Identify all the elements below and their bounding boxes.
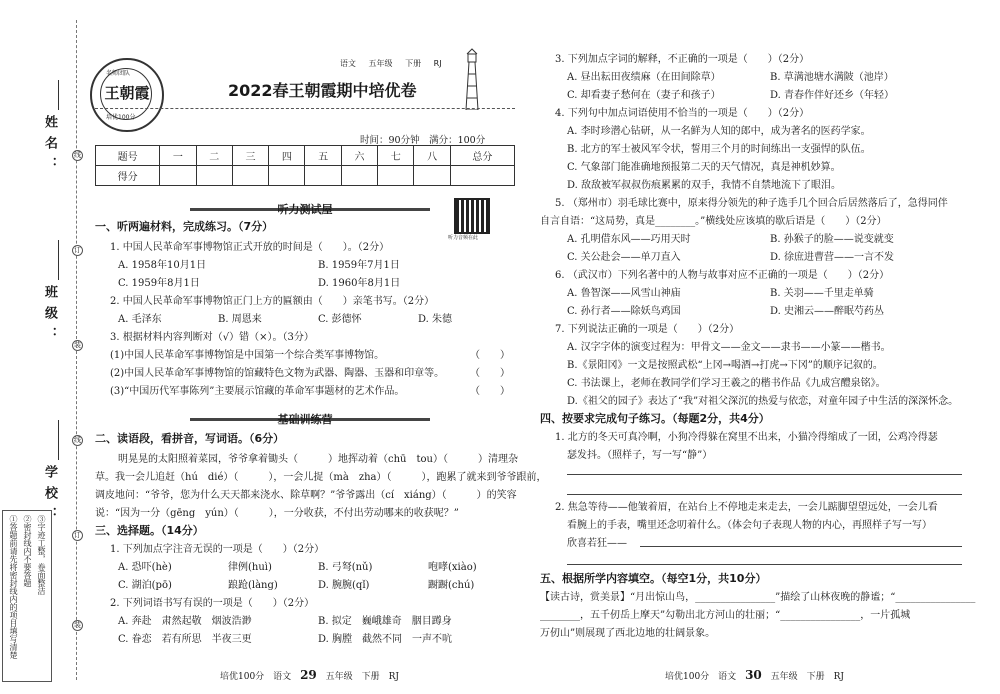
cut-marker: 线 [74, 436, 81, 444]
question-text: 瑟发抖。（照样子，写一写“静”） [567, 450, 713, 461]
option[interactable]: D. 敌敌被军叔叔伤痕累累的双手，我情不自禁地流下了眼泪。 [567, 180, 842, 191]
meta-volume: 下册 [405, 59, 422, 68]
school-label: 学校： [42, 465, 57, 528]
score-table-score-row [96, 166, 515, 186]
score-input[interactable] [232, 166, 268, 186]
option[interactable]: B. 关羽——千里走单骑 [770, 288, 874, 299]
banner-label: 基础训练营 [277, 413, 333, 426]
meta-subject: 语文 [340, 59, 356, 68]
question-text: 3. 根据材料内容判断对（√）错（×）。（3分） [110, 332, 314, 343]
score-cell: 七 [378, 146, 414, 166]
option[interactable]: 踉跄(làng) [228, 580, 278, 591]
answer-paren[interactable]: （ ） [470, 350, 510, 361]
section-heading: 五、根据所学内容填空。（每空1分，共10分） [540, 572, 767, 585]
option[interactable]: D. 1960年8月1日 [318, 278, 401, 289]
exam-notes-box [2, 510, 52, 682]
passage-line: 说：“因为一分（gēng yún）（ ），一分收获，不付出劳动哪来的收获呢？” [95, 508, 459, 519]
option[interactable]: C. 眷恋 若有所思 半夜三更 [118, 634, 252, 645]
name-field-line[interactable] [58, 80, 59, 110]
score-cell: 二 [196, 146, 232, 166]
score-input[interactable] [378, 166, 414, 186]
option[interactable]: 蹰蹰(chú) [428, 580, 475, 591]
option[interactable]: C. 孙行者——除妖鸟鸡国 [567, 306, 681, 317]
option[interactable]: D. 胸膛 截然不同 一声不吭 [318, 634, 453, 645]
option[interactable]: A. 汉字字体的演变过程为：甲骨文——金文——隶书——小篆——楷书。 [567, 342, 891, 353]
page-footer [665, 668, 844, 682]
question-text: 5. （郑州市）羽毛球比赛中，原来得分领先的种子选手几个回合后居然落后了，急得同伴 [555, 198, 948, 209]
question-text: 4. 下列句中加点词语使用不恰当的一项是（ ）（2分） [555, 108, 810, 119]
option[interactable]: C. 1959年8月1日 [118, 278, 200, 289]
meta-edition: RJ [433, 59, 442, 68]
option[interactable]: A. 李时珍潜心钻研，从一名鲜为人知的郎中，成为著名的医药学家。 [567, 126, 871, 137]
option[interactable]: C. 湖泊(pō) [118, 580, 172, 591]
class-label: 班级： [42, 285, 57, 348]
judge-item: (2)中国人民革命军事博物馆的馆藏特色文物为武器、陶器、玉器和印章等。 [110, 368, 445, 379]
fill-line[interactable]: 【读古诗，赏美景】“月出惊山鸟，________________”描绘了山林夜晚的静谧；“________________ [540, 592, 976, 603]
option[interactable]: A. 昼出耘田夜绩麻（在田间除草） [567, 72, 721, 83]
passage-line: 调皮地问：“爷爷，您为什么天天都来浇水、除草啊？”爷爷露出（cí xiáng）（ ）的笑容 [95, 490, 517, 501]
question-text: 欣喜若狂—— [567, 538, 627, 549]
page-number: 29 [300, 668, 317, 682]
option[interactable]: C. 彭德怀 [318, 314, 362, 325]
option[interactable]: 咆哮(xiào) [428, 562, 477, 573]
question-text: 3. 下列加点字词的解释，不正确的一项是（ ）（2分） [555, 54, 810, 65]
answer-line[interactable] [567, 494, 962, 495]
cut-marker: 订 [74, 246, 81, 254]
fill-line[interactable]: ________，五千仞岳上摩天”勾勒出北方河山的壮丽；“________________，一片孤城 [540, 610, 911, 621]
cut-marker: 订 [74, 531, 81, 539]
option[interactable]: 律例(huì) [228, 562, 272, 573]
score-cell: 三 [232, 146, 268, 166]
score-table-header-row [96, 146, 515, 166]
option[interactable]: B. 1959年7月1日 [318, 260, 400, 271]
score-input[interactable] [450, 166, 514, 186]
option[interactable]: B. 拟定 巍峨雄奇 胭目蹲身 [318, 616, 452, 627]
section-heading: 四、按要求完成句子练习。（每题2分，共4分） [540, 412, 770, 425]
question-text: 2. 焦急等待——他皱着眉，在站台上不停地走来走去，一会儿踮脚望望远处，一会儿看 [555, 502, 938, 513]
option[interactable]: A. 恐吓(hè) [118, 562, 172, 573]
answer-line[interactable] [640, 546, 962, 547]
score-cell: 八 [414, 146, 450, 166]
judge-item: (1)中国人民革命军事博物馆是中国第一个综合类军事博物馆。 [110, 350, 385, 361]
score-cell: 总分 [450, 146, 514, 166]
score-input[interactable] [160, 166, 196, 186]
option[interactable]: B.《景阳冈》一文是按照武松“上冈→喝酒→打虎→下冈”的顺序记叙的。 [567, 360, 883, 371]
footer-grade: 五年级 下册 RJ [770, 672, 845, 682]
binding-strip [0, 0, 80, 694]
time-info: 时间：90分钟 满分：100分 [360, 135, 486, 146]
name-label: 姓名： [42, 115, 57, 178]
meta-grade: 五年级 [368, 59, 393, 68]
cut-marker: 装 [74, 621, 81, 629]
option[interactable]: A. 鲁智深——风雪山神庙 [567, 288, 681, 299]
exam-note: ③字迹工整，卷面整洁 [37, 515, 46, 595]
score-input[interactable] [196, 166, 232, 186]
section-heading: 三、选择题。（14分） [95, 524, 204, 537]
passage-line: 草。我一会儿追赶（hú dié）（ ），一会儿捉（mà zha）（ ），跑累了就来到爷爷跟前， [95, 472, 547, 483]
question-text: 看腕上的手表，嘴里还念叨着什么。（体会句子表现人物的内心，再照样子写一写） [567, 520, 932, 531]
banner-label: 听力测试屋 [277, 203, 333, 216]
answer-paren[interactable]: （ ） [470, 386, 510, 397]
cut-marker: 线 [74, 151, 81, 159]
option[interactable]: A. 奔赴 肃然起敬 烟波浩渺 [118, 616, 252, 627]
option[interactable]: C. 气象部门能准确地预报第二天的天气情况，真是神机妙算。 [567, 162, 841, 173]
option[interactable]: D.《祖父的园子》表达了“我”对祖父深沉的热爱与依恋，对童年园子中生活的深深怀念。 [567, 396, 959, 407]
option[interactable]: A. 毛泽东 [118, 314, 162, 325]
fill-line: 万仞山”则展现了西北边地的壮阔景象。 [540, 628, 716, 639]
brand-logo [90, 58, 164, 132]
question-text: 6. （武汉市）下列名著中的人物与故事对应不正确的一项是（ ）（2分） [555, 270, 890, 281]
option[interactable]: D. 徐庶进曹营——一言不发 [770, 252, 895, 263]
section-banner [95, 198, 515, 220]
question-text: 2. 中国人民革命军事博物馆正门上方的匾额由（ ）亲笔书写。（2分） [110, 296, 435, 307]
option[interactable]: A. 孔明借东风——巧用天时 [567, 234, 691, 245]
option[interactable]: D. 青春作伴好还乡（年轻） [770, 90, 895, 101]
score-input[interactable] [305, 166, 341, 186]
score-input[interactable] [414, 166, 450, 186]
exam-note: ①答题前请先将密封线内的项目填写清楚 [9, 515, 18, 659]
exam-note: ②密封线内不要答题 [23, 515, 32, 587]
grade-meta [340, 58, 452, 69]
page-title: 2022春王朝霞期中培优卷 [228, 81, 417, 100]
answer-line[interactable] [567, 474, 962, 475]
question-text: 1. 中国人民革命军事博物馆正式开放的时间是（ ）。（2分） [110, 242, 390, 253]
question-text: 自言自语：“这局势，真是________。”横线处应该填的歇后语是（ ）（2分） [540, 216, 887, 227]
option[interactable]: A. 1958年10月1日 [118, 260, 207, 271]
section-banner [95, 408, 515, 430]
logo-bottom-text: 培优100分 [106, 114, 136, 121]
page-number: 30 [745, 668, 762, 682]
footer-grade: 五年级 下册 RJ [325, 672, 400, 682]
answer-paren[interactable]: （ ） [470, 368, 510, 379]
logo-small-text: 名师团队 [106, 70, 131, 77]
question-text: 2. 下列词语书写有误的一项是（ ）（2分） [110, 598, 315, 609]
option[interactable]: D. 腕腕(qǐ) [318, 580, 370, 591]
question-text: 1. 下列加点字注音无误的一项是（ ）（2分） [110, 544, 325, 555]
header-divider [95, 108, 515, 109]
option[interactable]: B. 周恩来 [218, 314, 262, 325]
footer-brand: 培优100分 语文 [220, 672, 292, 682]
score-cell: 四 [269, 146, 305, 166]
option[interactable]: B. 孙猴子的脸——说变就变 [770, 234, 894, 245]
section-heading: 一、听两遍材料，完成练习。（7分） [95, 220, 274, 233]
answer-line[interactable] [567, 564, 962, 565]
logo-text: 王朝霞 [104, 84, 150, 102]
qr-caption: 听力音频在此 [448, 235, 479, 241]
option[interactable]: D. 史湘云——醉眠芍药丛 [770, 306, 885, 317]
judge-item: (3)“中国历代军事陈列”主要展示馆藏的革命军事题材的艺术作品。 [110, 386, 405, 397]
school-field-line[interactable] [58, 420, 59, 460]
option[interactable]: B. 草满池塘水满陂（池岸） [770, 72, 894, 83]
score-cell: 得分 [96, 166, 160, 186]
option[interactable]: D. 朱德 [418, 314, 453, 325]
score-table [95, 145, 515, 186]
question-text: 1. 北方的冬天可真冷啊，小狗冷得躲在窝里不出来，小猫冷得缩成了一团，公鸡冷得瑟 [555, 432, 938, 443]
page-footer [220, 668, 399, 682]
option[interactable]: B. 北方的军士被风军令状，誓用三个月的时间练出一支强悍的队伍。 [567, 144, 871, 155]
passage-line: 明晃晃的太阳照着菜园，爷爷拿着锄头（ ）地挥动着（chū tou）（ ）清理杂 [118, 454, 518, 465]
footer-brand: 培优100分 语文 [665, 672, 737, 682]
score-cell: 题号 [96, 146, 160, 166]
option[interactable]: C. 关公赴会——单刀直入 [567, 252, 681, 263]
score-cell: 六 [341, 146, 377, 166]
score-input[interactable] [341, 166, 377, 186]
score-input[interactable] [269, 166, 305, 186]
qr-code-icon[interactable] [454, 198, 490, 234]
section-heading: 二、读语段，看拼音，写词语。（6分） [95, 432, 285, 445]
class-field-line[interactable] [58, 240, 59, 280]
score-cell: 五 [305, 146, 341, 166]
score-cell: 一 [160, 146, 196, 166]
question-text: 7. 下列说法正确的一项是（ ）（2分） [555, 324, 740, 335]
cut-marker: 装 [74, 341, 81, 349]
option[interactable]: C. 却看妻子愁何在（妻子和孩子） [567, 90, 721, 101]
option[interactable]: C. 书法课上，老师在教同学们学习王羲之的楷书作品《九成宫醴泉铭》。 [567, 378, 886, 389]
option[interactable]: B. 弓弩(nǔ) [318, 562, 373, 573]
